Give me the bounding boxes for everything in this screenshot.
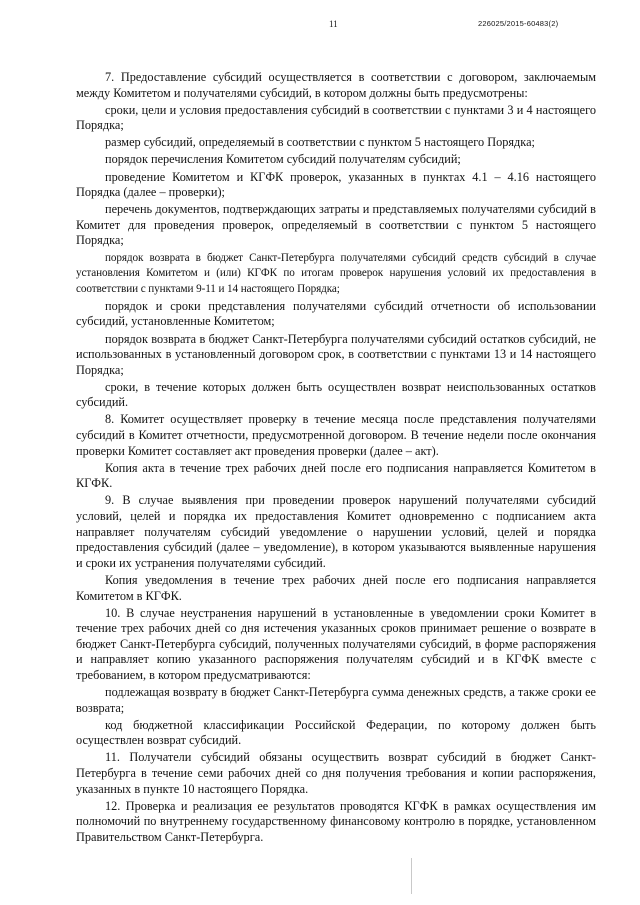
paragraph-10: 10. В случае неустранения нарушений в установленные в уведомлении сроки Комитет в течение трех рабочих дней со дня истечения указанных сроков принимает решение о возврате в бюджет Санкт-Петербурга субсидий, полученных получателями субсидий, в форме распоряжения и направляет копию указанного распоряжения получателям субсидий и в КГФК вместе с требованием, в котором предусматриваются: [76, 605, 596, 682]
document-id: 226025/2015-60483(2) [478, 19, 559, 28]
scan-artifact-line [411, 858, 412, 894]
page-number: 11 [329, 19, 338, 29]
list-item-reporting: порядок и сроки представления получателями субсидий отчетности об использовании субсидий, установленные Комитетом; [76, 298, 596, 329]
paragraph-7: 7. Предоставление субсидий осуществляется в соответствии с договором, заключаемым между Комитетом и получателями субсидий, в котором должны быть предусмотрены: [76, 70, 596, 100]
list-item-refund-sum: подлежащая возврату в бюджет Санкт-Петербурга сумма денежных средств, а также сроки ее возврата; [76, 685, 596, 715]
paragraph-9: 9. В случае выявления при проведении проверок нарушений получателями субсидий условий, целей и порядка их предоставления Комитет одновременно с подписанием акта направляет получателям субсидий уведомление о нарушении условий, целей и порядка предоставления субсидий (далее – уведомление), в котором указываются выявленные нарушения и сроки их устранения получателями субсидий. [76, 493, 596, 570]
paragraph-8-act-copy: Копия акта в течение трех рабочих дней после его подписания направляется Комитетом в КГФК. [76, 460, 596, 491]
list-item-terms: сроки, цели и условия предоставления субсидий в соответствии с пунктами 3 и 4 настоящего Порядка; [76, 102, 596, 133]
list-item-refund-order: порядок возврата в бюджет Санкт-Петербурга получателями субсидий средств субсидий в случае установления Комитетом и (или) КГФК по итогам проверок нарушения условий их предоставления в соответствии с пунктами 9-11 и 14 настоящего Порядка; [76, 251, 596, 295]
list-item-inspections: проведение Комитетом и КГФК проверок, указанных в пунктах 4.1 – 4.16 настоящего Порядка (далее – проверки); [76, 169, 596, 200]
list-item-budget-code: код бюджетной классификации Российской Федерации, по которому должен быть осуществлен возврат субсидий. [76, 717, 596, 748]
paragraph-11: 11. Получатели субсидий обязаны осуществить возврат субсидий в бюджет Санкт-Петербурга в течение семи рабочих дней со дня получения требования и копии распоряжения, указанных в пункте 10 настоящего Порядка. [76, 750, 596, 796]
paragraph-12: 12. Проверка и реализация ее результатов проводятся КГФК в рамках осуществления им полномочий по внутреннему государственному финансовому контролю в порядке, установленном Правительством Санкт-Петербурга. [76, 798, 596, 844]
paragraph-9-notice-copy: Копия уведомления в течение трех рабочих дней после его подписания направляется Комитетом в КГФК. [76, 572, 596, 603]
list-item-refund-terms: сроки, в течение которых должен быть осуществлен возврат неиспользованных остатков субсидий. [76, 379, 596, 410]
list-item-amount: размер субсидий, определяемый в соответствии с пунктом 5 настоящего Порядка; [105, 135, 535, 150]
paragraph-8: 8. Комитет осуществляет проверку в течение месяца после представления получателями субсидий в Комитет отчетности, предусмотренной договором. В течение недели после окончания проверки Комитет составляет акт проведения проверки (далее – акт). [76, 412, 596, 458]
list-item-transfer-order: порядок перечисления Комитетом субсидий получателям субсидий; [105, 152, 461, 167]
list-item-documents: перечень документов, подтверждающих затраты и представляемых получателями субсидий в Комитет для проведения проверок, определяемый в соответствии с пунктом 5 настоящего Порядка; [76, 202, 596, 248]
document-body [76, 70, 596, 847]
list-item-unused-balance: порядок возврата в бюджет Санкт-Петербурга получателями субсидий остатков субсидий, не использованных в установленный договором срок, в соответствии с пунктами 13 и 14 настоящего Порядка; [76, 331, 596, 377]
